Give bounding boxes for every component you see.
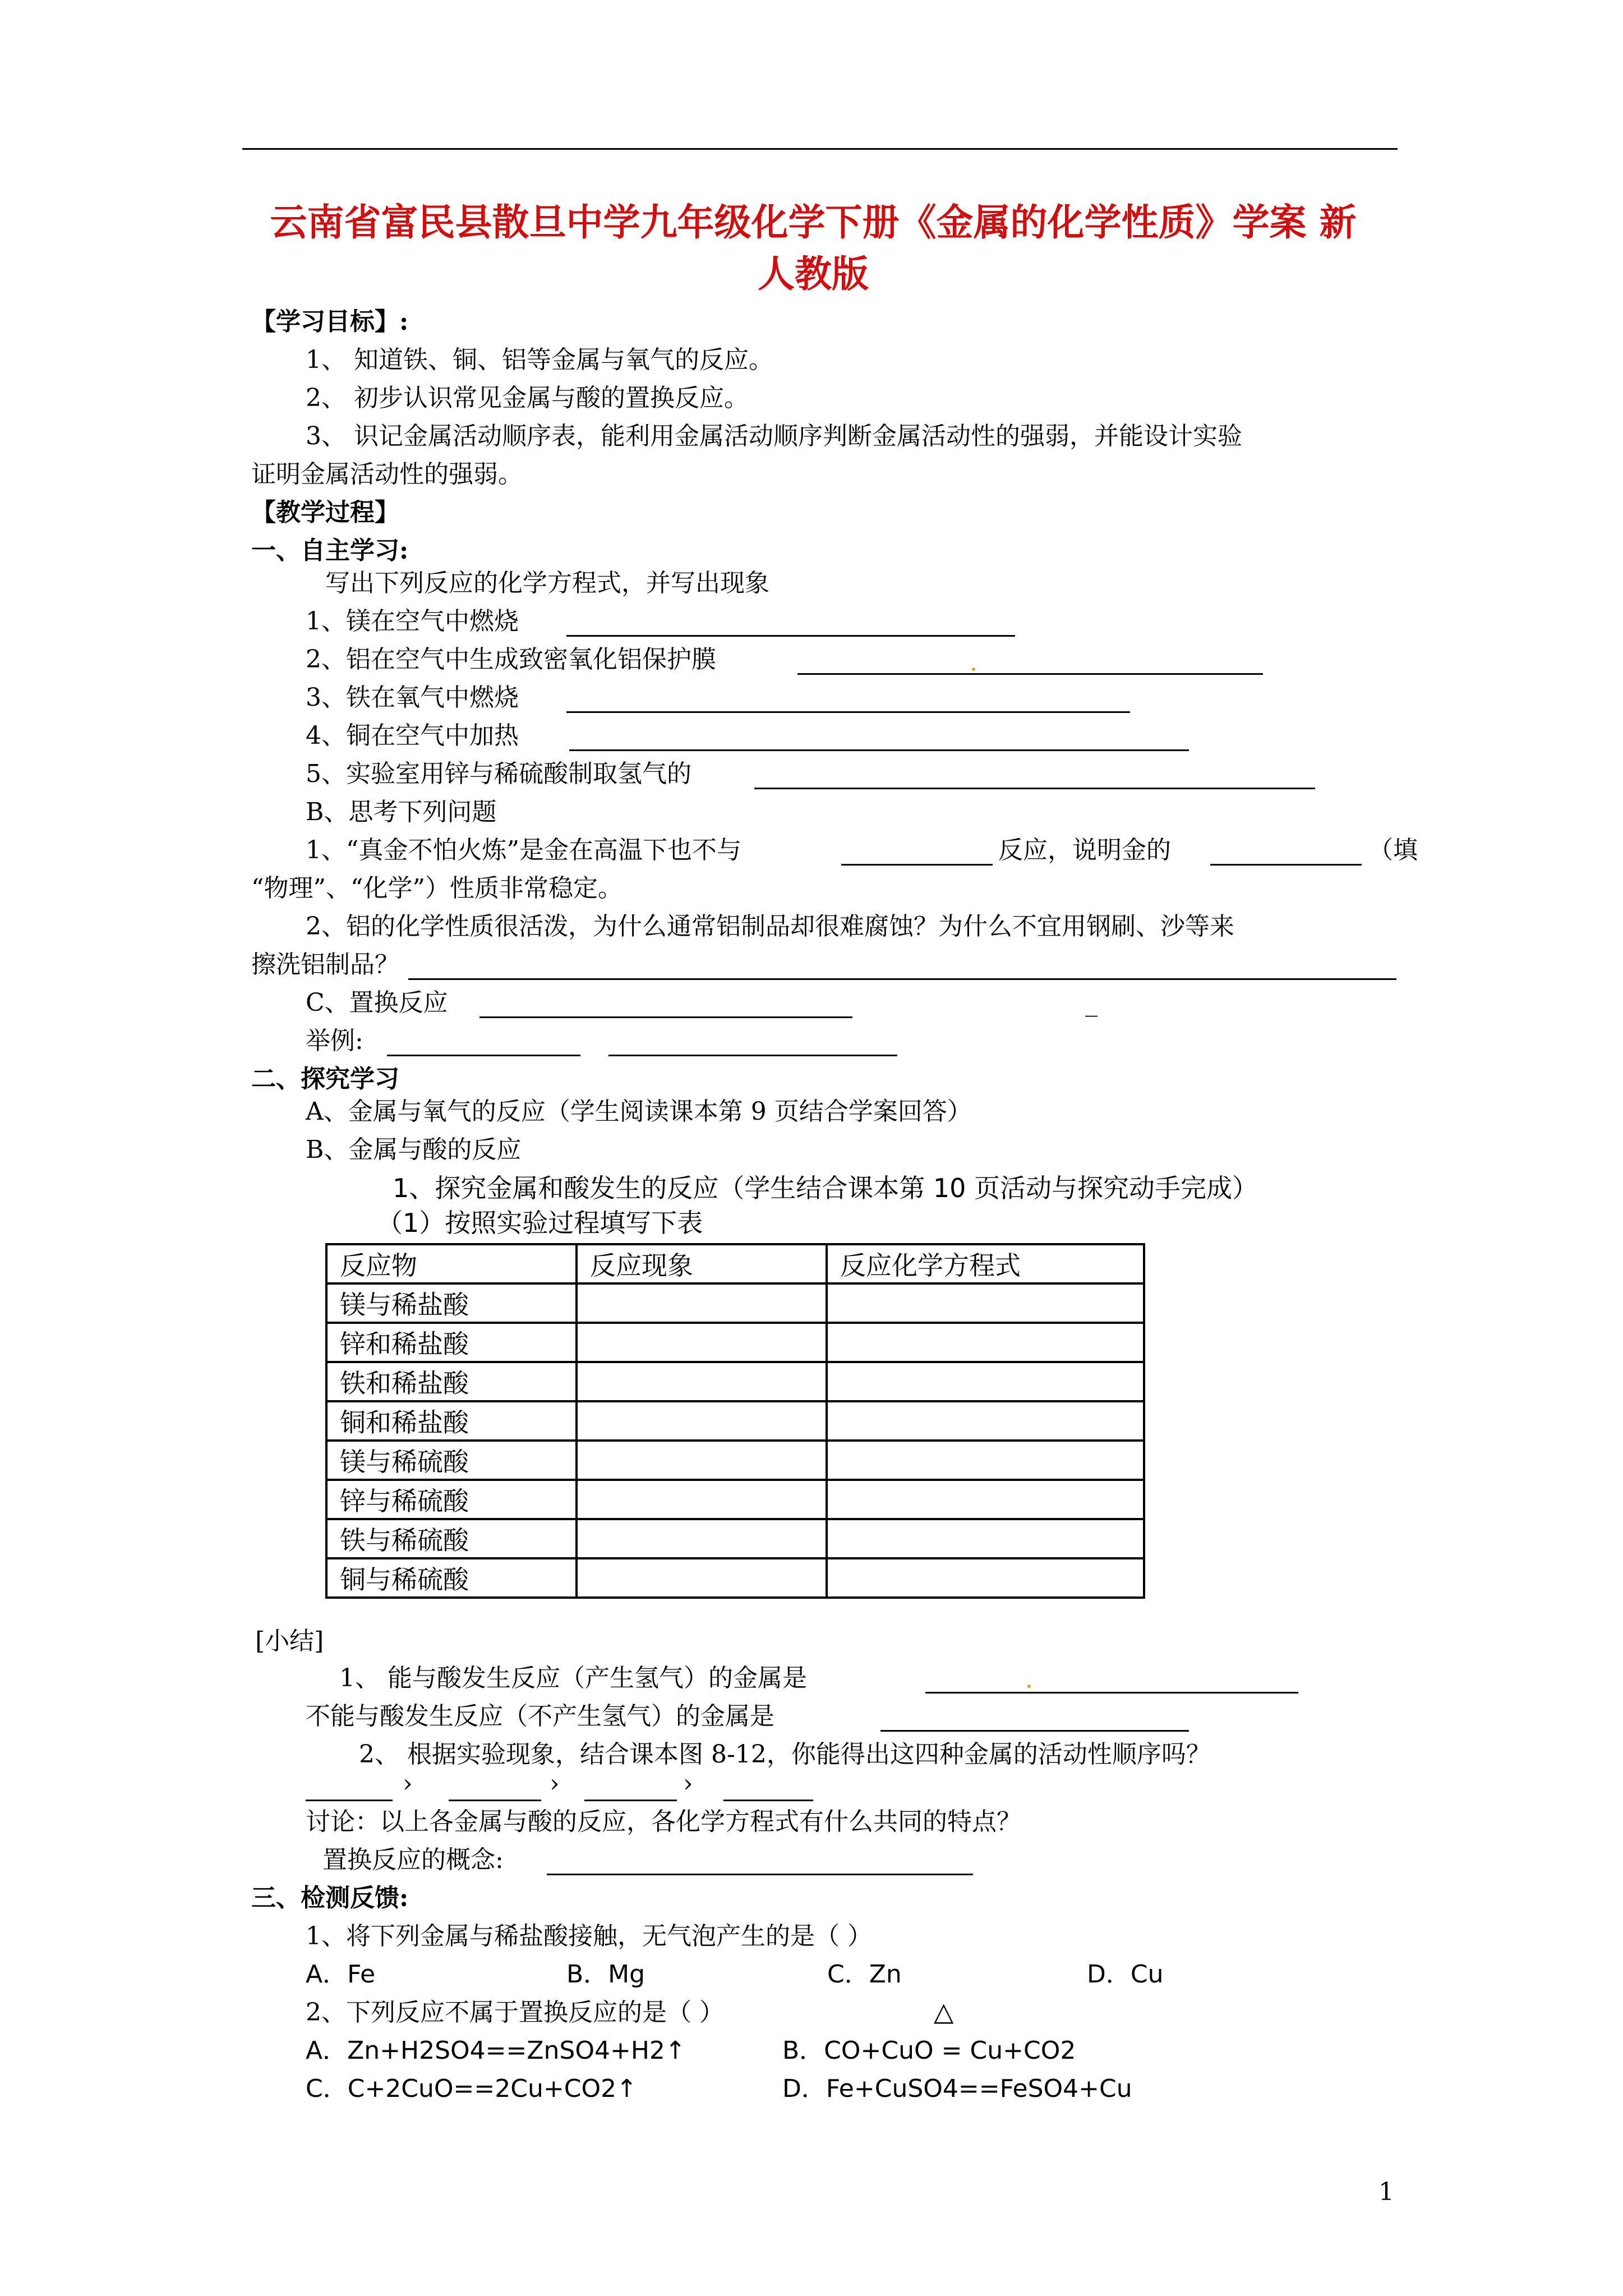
option: C．C+2CuO==2Cu+CO2↑: [306, 2074, 637, 2103]
summary-item-1b: 不能与酸发生反应（不产生氢气）的金属是: [306, 1702, 774, 1731]
reaction-item: 4、铜在空气中加热: [306, 721, 519, 750]
table-cell[interactable]: [577, 1401, 827, 1441]
question-gold-part3: （填: [1368, 836, 1418, 864]
stray-underscore: _: [1085, 988, 1098, 1017]
table-header: 反应现象: [577, 1244, 827, 1283]
order-blank: [306, 1800, 393, 1801]
example-line: [608, 1055, 897, 1056]
greater-than: ›: [550, 1769, 560, 1798]
summary-item-2: 2、 根据实验现象，结合课本图 8-12，你能得出这四种金属的活动性顺序吗？: [359, 1740, 1211, 1769]
answer-line: [797, 673, 1263, 675]
goal-item: 2、 初步认识常见金属与酸的置换反应。: [306, 384, 749, 412]
think-heading: B、思考下列问题: [306, 798, 497, 826]
table-cell: 锌和稀盐酸: [326, 1323, 577, 1362]
concept-label: 置换反应的概念:: [322, 1846, 504, 1874]
table-cell[interactable]: [577, 1519, 827, 1558]
table-cell: 锌与稀硫酸: [326, 1480, 577, 1519]
explore-item-b: B、金属与酸的反应: [306, 1135, 522, 1164]
page-number: 1: [1378, 2178, 1394, 2206]
reaction-item: 5、实验室用锌与稀硫酸制取氢气的: [306, 760, 691, 788]
table-cell[interactable]: [577, 1480, 827, 1519]
stray-mark: [972, 668, 975, 671]
feedback-heading: 三、检测反馈:: [251, 1884, 409, 1912]
stray-mark: [1027, 1685, 1031, 1688]
table-row: [326, 1558, 1144, 1598]
displacement-heading: C、置换反应: [306, 988, 448, 1017]
table-cell[interactable]: [577, 1362, 827, 1401]
summary-item-1: 1、 能与酸发生反应（产生氢气）的金属是: [339, 1664, 807, 1692]
feedback-question-1: 1、将下列金属与稀盐酸接触，无气泡产生的是（ ）: [306, 1922, 872, 1950]
option: B．CO+CuO = Cu+CO2: [782, 2036, 1076, 2065]
answer-line: [566, 635, 1015, 637]
title-line-1: 云南省富民县散旦中学九年级化学下册《金属的化学性质》学案 新: [270, 200, 1357, 244]
question-gold-part4: “物理”、“化学”）性质非常稳定。: [251, 874, 623, 903]
table-cell[interactable]: [577, 1441, 827, 1480]
answer-line: [408, 978, 1396, 980]
option: D．Cu: [1087, 1960, 1164, 1989]
table-cell: 镁与稀盐酸: [326, 1283, 577, 1323]
table-row: [326, 1519, 1144, 1558]
table-cell[interactable]: [577, 1558, 827, 1598]
option: A．Zn+H2SO4==ZnSO4+H2↑: [306, 2036, 686, 2065]
explore-sub2: （1）按照实验过程填写下表: [377, 1208, 703, 1238]
goal-item: 1、 知道铁、铜、铝等金属与氧气的反应。: [306, 346, 773, 374]
table-cell: 铁和稀盐酸: [326, 1362, 577, 1401]
table-cell[interactable]: [577, 1323, 827, 1362]
table-row: [326, 1441, 1144, 1480]
table-cell[interactable]: [577, 1283, 827, 1323]
question-gold-part2: 反应，说明金的: [998, 836, 1171, 864]
greater-than: ›: [403, 1769, 413, 1798]
answer-line: [569, 749, 1189, 751]
table-row: [326, 1401, 1144, 1441]
self-study-heading: 一、自主学习:: [251, 536, 409, 565]
question-aluminum-cont: 擦洗铝制品？: [251, 950, 399, 979]
table-cell[interactable]: [827, 1401, 1144, 1441]
table-cell: 铜和稀盐酸: [326, 1401, 577, 1441]
document-title: [168, 196, 1458, 300]
reaction-item: 3、铁在氧气中燃烧: [306, 683, 519, 712]
answer-line: [880, 1730, 1189, 1732]
table-cell: 铜与稀硫酸: [326, 1558, 577, 1598]
process-heading: 【教学过程】: [251, 498, 399, 527]
option: A．Fe: [306, 1960, 376, 1989]
answer-line: [479, 1016, 852, 1018]
table-cell[interactable]: [827, 1441, 1144, 1480]
reaction-item: 2、铝在空气中生成致密氧化铝保护膜: [306, 645, 716, 674]
reaction-table: [325, 1243, 1145, 1599]
table-row: [326, 1283, 1144, 1323]
table-cell[interactable]: [827, 1362, 1144, 1401]
explore-sub1: 1、探究金属和酸发生的反应（学生结合课本第 10 页活动与探究动手完成）: [393, 1173, 1258, 1203]
reaction-item: 1、镁在空气中燃烧: [306, 607, 519, 636]
table-cell[interactable]: [827, 1323, 1144, 1362]
table-cell: 铁与稀硫酸: [326, 1519, 577, 1558]
answer-line: [566, 711, 1130, 713]
order-blank: [723, 1800, 813, 1801]
self-study-intro: 写出下列反应的化学方程式，并写出现象: [325, 569, 769, 597]
table-cell[interactable]: [827, 1283, 1144, 1323]
title-line-2: 人教版: [758, 252, 869, 296]
goal-item-continued: 证明金属活动性的强弱。: [251, 460, 523, 489]
question-gold-part1: 1、“真金不怕火炼”是金在高温下也不与: [306, 836, 741, 864]
order-blank: [449, 1800, 541, 1801]
table-row: [326, 1323, 1144, 1362]
table-header: 反应化学方程式: [827, 1244, 1144, 1283]
example-label: 举例:: [306, 1027, 363, 1055]
heat-triangle-icon: △: [934, 1996, 954, 2027]
table-cell[interactable]: [827, 1558, 1144, 1598]
order-blank: [584, 1800, 677, 1801]
goal-item: 3、 识记金属活动顺序表，能利用金属活动顺序判断金属活动性的强弱，并能设计实验: [306, 422, 1242, 450]
summary-label: [小结]: [255, 1627, 324, 1655]
table-cell[interactable]: [827, 1480, 1144, 1519]
example-line: [387, 1055, 580, 1056]
goals-heading: 【学习目标】:: [251, 307, 409, 336]
table-row: [326, 1480, 1144, 1519]
blank-line: [841, 864, 993, 866]
option: D．Fe+CuSO4==FeSO4+Cu: [782, 2074, 1132, 2103]
explore-item-a: A、金属与氧气的反应（学生阅读课本第 9 页结合学案回答）: [306, 1097, 972, 1126]
discussion: 讨论：以上各金属与酸的反应，各化学方程式有什么共同的特点？: [306, 1807, 1021, 1836]
answer-line: [754, 788, 1315, 789]
explore-heading: 二、探究学习: [251, 1065, 399, 1093]
table-cell[interactable]: [827, 1519, 1144, 1558]
table-header: 反应物: [326, 1244, 577, 1283]
answer-line: [925, 1692, 1298, 1694]
answer-line: [547, 1874, 973, 1875]
table-row: [326, 1362, 1144, 1401]
option: C．Zn: [827, 1960, 902, 1989]
blank-line: [1210, 864, 1362, 866]
table-header-row: [326, 1244, 1144, 1283]
feedback-question-2: 2、下列反应不属于置换反应的是（ ）: [306, 1998, 724, 2027]
header-rule: [242, 148, 1398, 150]
greater-than: ›: [683, 1769, 693, 1798]
option: B．Mg: [566, 1960, 645, 1989]
question-aluminum: 2、铝的化学性质很活泼，为什么通常铝制品却很难腐蚀？为什么不宜用钢刷、沙等来: [306, 912, 1234, 941]
table-cell: 镁与稀硫酸: [326, 1441, 577, 1480]
